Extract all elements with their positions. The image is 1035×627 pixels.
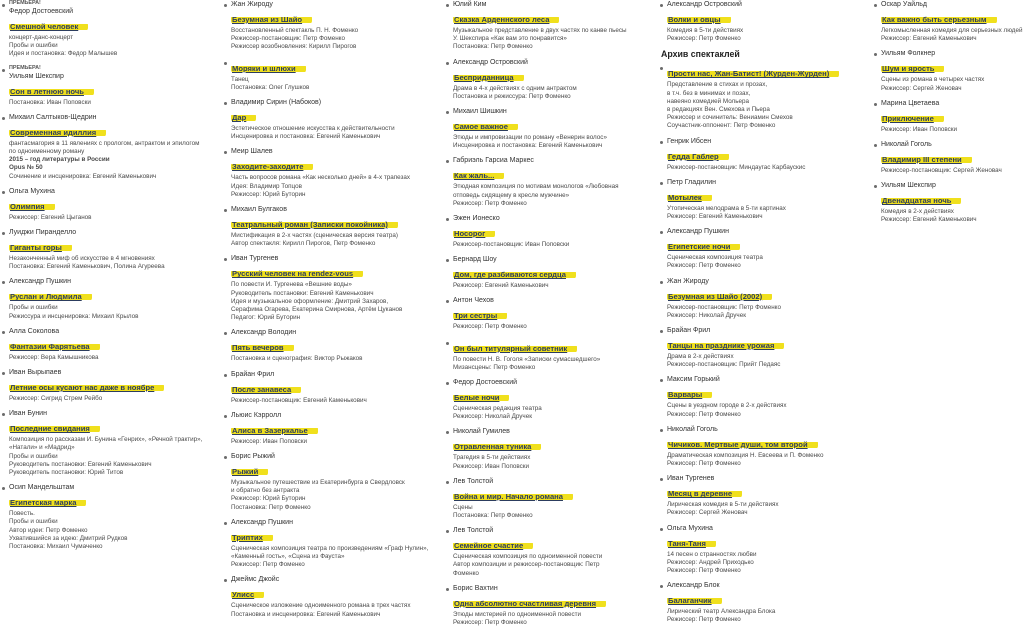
play-title-link[interactable]: Дом, где разбиваются сердца (453, 270, 576, 279)
play-credit-line: Режиссер возобновления: Кирилл Пирогов (231, 43, 357, 51)
play-credit-line: в редакциях Вен. Смехова и Пьера (667, 106, 770, 114)
play-credit-line: По повести И. Тургенева «Вешние воды» (231, 281, 352, 289)
play-credit-line: Пробы и ошибки (9, 304, 58, 312)
play-author: Михаил Шишкин (453, 108, 507, 116)
play-title-link[interactable]: Приключение (881, 114, 944, 123)
play-entry (872, 140, 1035, 175)
play-title-link[interactable]: Египетские ночи (667, 242, 740, 251)
play-credit-line: Часть вопросов романа «Как несколько дней» в 4-х трапезах (231, 174, 411, 182)
play-credit-line: Режиссер: Евгений Цыганов (9, 213, 92, 221)
play-entry (444, 214, 656, 249)
play-entry (872, 49, 1035, 92)
play-title-link[interactable]: Пять вечеров (231, 343, 294, 352)
play-credit-line: Постановка и инсценировка: Евгений Каменькович (231, 610, 381, 618)
play-entry (658, 326, 870, 369)
play-entry (872, 181, 1035, 224)
play-credit-line: Режиссер-постановщик: Прийт Педаяс (667, 361, 781, 369)
play-credit-line: Идея и музыкальное оформление: Дмитрий Захаров, (231, 297, 389, 305)
play-title-link[interactable]: Летние осы кусают нас даже в ноябре (9, 383, 164, 392)
play-credit-line: Режиссер: Николай Дручек (667, 311, 746, 319)
play-author: Оскар Уайльд (881, 1, 927, 8)
play-credit-line: Руководитель постановки: Евгений Каменькович (9, 460, 152, 468)
play-entry (444, 477, 656, 520)
play-author: Александр Островский (667, 1, 742, 8)
play-title-link[interactable]: Носорог (453, 229, 495, 238)
play-author: Иван Вырыпаев (9, 369, 62, 377)
play-credit-line: Сцены из романа в четырех частях (881, 76, 985, 84)
play-credit-line: в т.ч. без в минимах и позах, (667, 89, 751, 97)
play-credit-line: отповедь сидящему в кресле мужчине» (453, 191, 570, 199)
play-author: Иван Тургенев (667, 475, 715, 483)
play-author: Джеймс Джойс (231, 576, 280, 584)
play-credit-line: Режиссер: Иван Поповски (453, 462, 530, 470)
play-credit-line: по одноименному роману (9, 148, 85, 156)
play-entry (658, 63, 870, 130)
play-credit-line: У. Шекспира «Как вам это понравится» (453, 35, 567, 43)
play-credit-line: Режиссер-постановщик: Петр Фоменко (667, 303, 782, 311)
play-author: Николай Гоголь (881, 141, 932, 149)
play-entry (444, 427, 656, 470)
play-credit-line: Этюды и импровизации по роману «Венерин волос» (453, 134, 607, 142)
archive-list (658, 63, 870, 624)
repertoire-column-3 (444, 0, 656, 627)
play-credit-line: Фоменко (453, 569, 479, 577)
play-title-link[interactable]: Как важно быть серьезным (881, 15, 997, 24)
play-title-link[interactable]: Владимир III степени (881, 155, 972, 164)
play-credit-line: Режиссер: Петр Фоменко (453, 199, 527, 207)
play-credit-line: Идея и постановка: Федор Малышев (9, 50, 118, 58)
play-author: Уильям Шекспир (9, 72, 64, 80)
play-credit-line: Режиссер: Петр Фоменко (667, 460, 741, 468)
play-credit-line: Сценическая композиция по одноименной повести (453, 553, 603, 561)
play-entry (0, 409, 220, 477)
play-entry (0, 483, 220, 551)
play-title-link[interactable]: Война и мир. Начало романа (453, 492, 573, 501)
repertoire-column-4 (658, 0, 870, 624)
play-title-link[interactable]: Египетская марка (9, 498, 86, 507)
play-title-link[interactable]: Безумная из Шайо (2002) (667, 292, 772, 301)
play-author: Уильям Фолкнер (881, 50, 936, 58)
play-title-link[interactable]: Он был титулярный советник (453, 344, 577, 353)
play-credit-line: Постановка и сценография: Виктор Рыжаков (231, 355, 363, 363)
play-author: Федор Достоевский (9, 8, 74, 15)
play-credit-line: Сочинение и инсценировка: Евгений Каменькович (9, 172, 157, 180)
play-entry (222, 0, 442, 52)
play-credit-line: Режиссер-постановщик: Иван Поповски (453, 241, 570, 249)
play-entry (872, 99, 1035, 134)
play-title-link[interactable]: Месяц в деревне (667, 489, 742, 498)
play-credit-line: Постановка: Евгений Каменькович, Полина Агуреева (9, 263, 165, 271)
play-title-link[interactable]: Руслан и Людмила (9, 292, 92, 301)
play-credit-line: Незаконченный миф об искусстве в 4 мгновениях (9, 255, 155, 263)
play-author: Брайан Фрил (231, 370, 275, 378)
play-author: Александр Блок (667, 582, 720, 590)
play-credit-line: Руководитель постановки: Евгений Каменькович (231, 289, 374, 297)
play-title-link[interactable]: Дар (231, 113, 256, 122)
play-credit-line: Режиссура и инсценировка: Михаил Крылов (9, 312, 139, 320)
play-credit-line: Инсценировка и постановка: Евгений Каменькович (453, 142, 603, 150)
play-entry (0, 368, 220, 403)
play-title-link[interactable]: Бесприданница (453, 73, 524, 82)
play-title-link[interactable]: Алиса в Зазеркалье (231, 426, 318, 435)
play-credit-line: и обратно без антракта (231, 487, 300, 495)
play-credit-line: 14 песен о странностях любви (667, 550, 757, 558)
play-title-link[interactable]: Моряки и шлюхи (231, 64, 306, 73)
play-credit-line: Режиссер: Петр Фоменко (453, 619, 527, 627)
play-credit-line: Пробы и ошибки (9, 518, 58, 526)
play-credit-line: Режиссер: Иван Поповски (881, 125, 958, 133)
play-author: Жан Жироду (667, 277, 709, 285)
play-author: Габриэль Гарсиа Маркес (453, 157, 534, 165)
play-title-link[interactable]: Безумная из Шайо (231, 15, 312, 24)
play-author: Иван Бунин (9, 410, 47, 418)
play-credit-line: Автор композиции и режиссер-постановщик: Петр (453, 561, 600, 569)
play-credit-line: Автор спектакля: Кирилл Пирогов, Петр Фоменко (231, 240, 376, 248)
play-credit-line: Пробы и ошибки (9, 42, 58, 50)
play-entry (0, 277, 220, 320)
play-credit-line: Мистификация в 2-х частях (сценическая версия театра) (231, 232, 398, 240)
play-credit-line: Режиссер: Юрий Буторин (231, 495, 306, 503)
play-author: Ольга Мухина (667, 524, 713, 532)
play-credit-line: Танец (231, 75, 249, 83)
play-credit-line: Режиссер: Петр Фоменко (231, 561, 305, 569)
play-entry (444, 338, 656, 372)
play-credit-line: Сценическое изложение одноименного романа в трех частях (231, 602, 411, 610)
archive-section-title: Архив спектаклей (661, 49, 740, 60)
play-entry (222, 452, 442, 512)
play-entry (444, 526, 656, 578)
play-title-link[interactable]: Отравленная туника (453, 442, 541, 451)
play-entry (0, 187, 220, 222)
play-credit-line: Руководитель постановки: Юрий Титов (9, 469, 124, 477)
play-author: Ольга Мухина (9, 187, 55, 195)
play-entry (658, 375, 870, 418)
play-title-link[interactable]: Балаганчик (667, 596, 722, 605)
play-author: Юлий Ким (453, 1, 487, 8)
play-credit-line: Режиссер и сочинитель: Вениамин Смехов (667, 114, 793, 122)
play-author: Осип Мандельштам (9, 484, 75, 492)
play-credit-line: Представление в стихах и прозах, (667, 81, 768, 89)
play-entry (0, 113, 220, 181)
play-credit-line: Драма в 2-х действиях (667, 353, 734, 361)
play-title-link[interactable]: Одна абсолютно счастливая деревня (453, 599, 606, 608)
play-title-link[interactable]: Смешной человек (9, 22, 88, 31)
play-credit-line: концерт-данс-концерт (9, 34, 74, 41)
play-credit-line: Режиссер: Петр Фоменко (453, 323, 527, 331)
play-credit-line: Серафима Огарева, Екатерина Смирнова, Артём Цуканов (231, 306, 403, 314)
play-credit-line: Opus № 50 (9, 164, 43, 172)
play-author: Бернард Шоу (453, 256, 497, 264)
play-title-link[interactable]: Сон в летнюю ночь (9, 87, 94, 96)
play-entry (222, 98, 442, 141)
play-entry (444, 584, 656, 627)
play-credit-line: Режиссер: Сергей Женовач (881, 84, 962, 92)
play-title-link[interactable]: Семейное счастие (453, 541, 533, 550)
play-credit-line: Комедия в 2-х действиях (881, 208, 954, 216)
play-title-link[interactable]: Мотылек (667, 193, 712, 202)
play-credit-line: Идея: Владимир Топцов (231, 182, 302, 190)
play-author: Николай Гумилев (453, 428, 510, 436)
play-entry (222, 205, 442, 248)
play-credit-line: Постановка: Иван Поповски (9, 98, 91, 106)
play-credit-line: Режиссер: Петр Фоменко (667, 616, 741, 624)
play-title-link[interactable]: Волки и овцы (667, 15, 731, 24)
play-credit-line: Режиссер-постановщик: Евгений Каменькович (231, 396, 367, 404)
play-entry (222, 147, 442, 199)
play-title-link[interactable]: Три сестры (453, 311, 507, 320)
play-title-link[interactable]: Рыжий (231, 467, 268, 476)
play-entry (658, 178, 870, 221)
play-credit-line: Мизансцены: Петр Фоменко (453, 363, 536, 371)
play-author: Николай Гоголь (667, 425, 718, 433)
play-credit-line: Режиссер-постановщик: Сергей Женовач (881, 167, 1002, 175)
play-author: Борис Вахтин (453, 584, 498, 592)
play-entry (222, 328, 442, 363)
play-entry (658, 227, 870, 270)
play-entry (444, 156, 656, 208)
play-credit-line: Эстетическое отношение искусства к действительности (231, 125, 395, 133)
play-title-link[interactable]: Двенадцатая ночь (881, 196, 961, 205)
play-entry (444, 296, 656, 331)
play-credit-line: Режиссер: Евгений Каменькович (881, 35, 977, 43)
play-author: Марина Цветаева (881, 99, 940, 107)
play-credit-line: Режиссер: Петр Фоменко (667, 262, 741, 270)
play-title-link[interactable]: Самое важное (453, 122, 518, 131)
play-title-link[interactable]: Улисс (231, 590, 264, 599)
play-entry (658, 137, 870, 172)
play-credit-line: Легкомысленная комедия для серьезных людей (881, 27, 1023, 34)
play-author: Александр Островский (453, 58, 528, 66)
play-credit-line: Драматическая композиция Н. Евсеева и П. Фоменко (667, 451, 824, 459)
play-entry (222, 411, 442, 446)
play-author: Льюис Кэрролл (231, 411, 282, 419)
repertoire-column-5 (872, 0, 1035, 583)
play-credit-line: Режиссер-постановщик: Миндаугас Карбаускис (667, 163, 806, 171)
play-entry (658, 581, 870, 624)
play-credit-line: Драма в 4-х действиях с одним антрактом (453, 84, 577, 92)
play-author: Алла Соколова (9, 327, 60, 335)
play-entry (658, 277, 870, 320)
play-entry (0, 65, 220, 107)
play-credit-line: Режиссер: Евгений Каменькович (453, 282, 549, 290)
play-credit-line: По повести Н. В. Гоголя «Записки сумасшедшего» (453, 355, 601, 363)
play-credit-line: 2015 – год литературы в России (9, 156, 110, 164)
play-author: Владимир Сирин (Набоков) (231, 99, 322, 107)
play-credit-line: Режиссер: Сигрид Стрем Рейбо (9, 395, 103, 403)
play-entry (222, 370, 442, 405)
play-title-link[interactable]: После занавеса (231, 385, 301, 394)
play-author: Александр Володин (231, 329, 297, 337)
premiere-badge: ПРЕМЬЕРА! (9, 0, 41, 6)
play-credit-line: Утопическая мелодрама в 5-ти картинах (667, 204, 786, 212)
play-author: Александр Пушкин (231, 518, 293, 526)
play-credit-line: Постановка и режиссура: Петр Фоменко (453, 92, 571, 100)
play-title-link[interactable]: Гиганты горы (9, 243, 72, 252)
play-credit-line: Педагог: Юрий Буторин (231, 314, 301, 322)
play-author: Александр Пушкин (667, 228, 729, 236)
play-title-link[interactable]: Современная идиллия (9, 128, 106, 137)
play-title-link[interactable]: Последние свидания (9, 424, 100, 433)
repertoire-column-1 (0, 0, 220, 583)
play-title-link[interactable]: Фантазии Фарятьева (9, 342, 100, 351)
play-credit-line: Восстановленный спектакль П. Н. Фоменко (231, 27, 359, 34)
play-credit-line: Режиссер: Петр Фоменко (667, 567, 741, 575)
repertoire-column-2 (222, 0, 442, 618)
play-author: Эжен Ионеско (453, 215, 500, 223)
play-author: Борис Рыжий (231, 453, 275, 461)
play-author: Петр Гладилин (667, 178, 716, 186)
play-credit-line: Режиссер: Петр Фоменко (667, 410, 741, 418)
play-entry (658, 0, 870, 43)
premiere-badge: ПРЕМЬЕРА! (9, 64, 41, 71)
play-credit-line: Автор идеи: Петр Фоменко (9, 526, 88, 534)
play-credit-line: Сцены (453, 503, 473, 511)
play-credit-line: Сценическая редакция театра (453, 405, 542, 413)
play-title-link[interactable]: Сказка Арденнского леса (453, 15, 559, 24)
play-entry (0, 327, 220, 362)
play-author: Иван Тургенев (231, 255, 279, 263)
play-author: Александр Пушкин (9, 278, 71, 286)
play-credit-line: Режиссер: Юрий Буторин (231, 190, 306, 198)
play-credit-line: Режиссер: Сергей Женовач (667, 509, 748, 517)
play-credit-line: Постановка: Петр Фоменко (453, 43, 533, 51)
play-title-link[interactable]: Триптих (231, 533, 273, 542)
play-title-link[interactable]: Чичиков. Мертвые души, том второй (667, 440, 818, 449)
play-credit-line: Режиссер: Андрей Приходько (667, 558, 754, 566)
play-entry (222, 254, 442, 322)
play-credit-line: Режиссер: Вера Камышникова (9, 353, 99, 361)
play-title-link[interactable]: Как жаль... (453, 171, 504, 180)
play-entry (444, 378, 656, 421)
play-credit-line: Режиссер: Иван Поповски (231, 437, 308, 445)
play-author: Луиджи Пиранделло (9, 229, 77, 237)
play-entry (872, 0, 1035, 43)
play-credit-line: Режиссер: Евгений Каменькович (881, 216, 977, 224)
play-entry (658, 474, 870, 517)
play-entry (222, 575, 442, 618)
play-author: Жан Жироду (231, 1, 273, 8)
play-credit-line: Музыкальное представление в двух частях по канве пьесы (453, 27, 627, 34)
play-author: Генрик Ибсен (667, 137, 712, 145)
play-credit-line: Музыкальное путешествие из Екатеринбурга в Свердловск (231, 479, 405, 487)
play-author: Федор Достоевский (453, 379, 518, 387)
play-entry (222, 58, 442, 92)
play-credit-line: Сцены в уездном городе в 2-х действиях (667, 402, 787, 410)
play-credit-line: Пробы и ошибки (9, 452, 58, 460)
play-title-link[interactable]: Гедда Габлер (667, 152, 729, 161)
play-credit-line: Постановка: Михаил Чумаченко (9, 543, 103, 551)
play-entry (444, 255, 656, 290)
play-credit-line: Инсценировка и постановка: Евгений Каменькович (231, 133, 381, 141)
play-title-link[interactable]: Белые ночи (453, 393, 509, 402)
play-entry (222, 518, 442, 570)
play-title-link[interactable]: Прости нас, Жан-Батист! (Журден-Журден) (667, 69, 839, 78)
play-credit-line: Режиссер: Николай Дручек (453, 413, 532, 421)
play-credit-line: Сценическая композиция театра по произведениям «Граф Нулин», «Каменный гость», «Сцена из Фауста» (231, 544, 429, 561)
play-credit-line: Повесть. (9, 510, 35, 518)
play-entry (444, 0, 656, 52)
play-title-link[interactable]: Заходите-заходите (231, 162, 313, 171)
play-credit-line: Лирический театр Александра Блока (667, 608, 776, 616)
play-credit-line: Постановка: Олег Глушков (231, 83, 310, 91)
play-credit-line: Режиссер-постановщик: Петр Фоменко (231, 35, 346, 43)
play-title-link[interactable]: Варвары (667, 390, 712, 399)
play-credit-line: фантасмагория в 11 явлениях с прологом, антрактом и эпилогом (9, 139, 200, 147)
current-repertoire-list (658, 0, 870, 43)
play-title-link[interactable]: Шум и ярость (881, 64, 944, 73)
play-author: Антон Чехов (453, 297, 494, 305)
play-title-link[interactable]: Театральный роман (Записки покойника) (231, 220, 398, 229)
play-credit-line: навеяно комедией Мольера (667, 97, 750, 105)
play-author: Михаил Булгаков (231, 206, 287, 214)
play-title-link[interactable]: Таня-Таня (667, 539, 716, 548)
play-author: Меир Шалев (231, 148, 273, 156)
play-title-link[interactable]: Танцы на празднике урожая (667, 341, 784, 350)
play-entry (444, 107, 656, 150)
play-author: Михаил Салтыков-Щедрин (9, 113, 97, 121)
play-credit-line: Лирическая комедия в 5-ти действиях (667, 501, 779, 509)
play-credit-line: Трагедия в 5-ти действиях (453, 454, 531, 462)
play-credit-line: Режиссер: Петр Фоменко (667, 35, 741, 43)
play-title-link[interactable]: Русский человек на rendez-vous (231, 269, 363, 278)
play-entry (0, 0, 220, 59)
play-credit-line: Композиция по рассказам И. Бунина «Генрих», «Речной трактир», «Натали» и «Мадрид» (9, 436, 203, 452)
play-credit-line: Сценическая композиция театра (667, 254, 763, 262)
play-credit-line: Комедия в 5-ти действиях (667, 27, 744, 34)
play-credit-line: Этюдная композиция по мотивам монологов «Любовная (453, 183, 619, 191)
play-author: Брайан Фрил (667, 327, 711, 335)
play-credit-line: Постановка: Петр Фоменко (231, 503, 311, 511)
play-credit-line: Режиссер: Евгений Каменькович (667, 213, 763, 221)
play-entry (658, 524, 870, 576)
play-entry (444, 58, 656, 101)
play-entry (658, 425, 870, 468)
play-author: Уильям Шекспир (881, 182, 936, 190)
play-credit-line: Постановка: Петр Фоменко (453, 512, 533, 520)
play-credit-line: Соучастник-оппонент: Петр Фоменко (667, 122, 776, 130)
play-credit-line: Этюды мистерией по одноименной повести (453, 610, 582, 618)
play-author: Максим Горький (667, 376, 720, 384)
play-author: Лев Толстой (453, 527, 494, 535)
play-title-link[interactable]: Олимпия (9, 202, 55, 211)
play-credit-line: Ухватившийся за идею: Дмитрий Рудков (9, 534, 128, 542)
play-entry (0, 228, 220, 271)
play-author: Лев Толстой (453, 477, 494, 485)
